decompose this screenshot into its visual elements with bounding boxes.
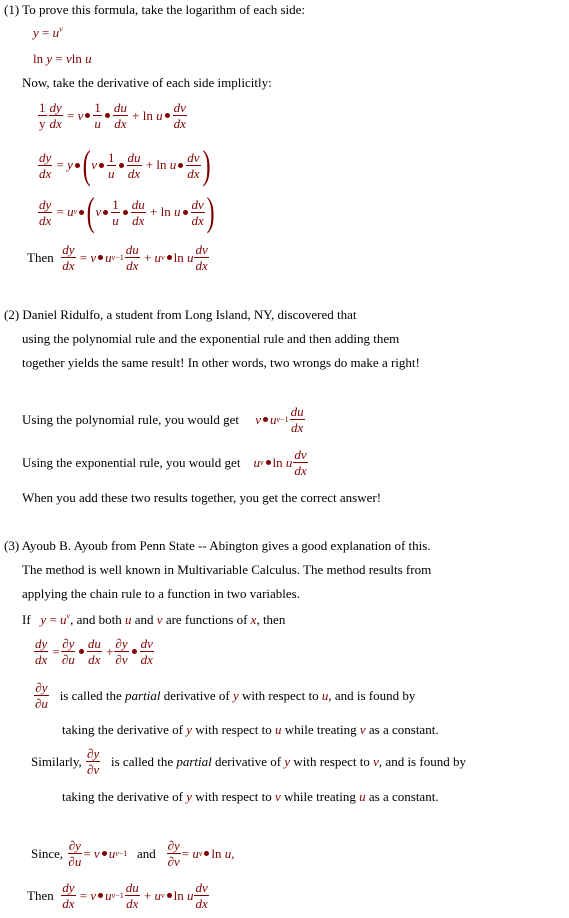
taking-text: taking the derivative of: [62, 722, 183, 737]
sec2-expo-line: Using the exponential rule, you would get u v ln u $\frac{dv}{dx}$: [22, 447, 307, 478]
sec3-line3: applying the chain rule to a function in two variables.: [22, 586, 300, 601]
sec2-poly-text: Using the polynomial rule, you would get: [22, 411, 240, 427]
wrt-text: with respect to: [195, 789, 272, 804]
since-word: Since,: [31, 845, 64, 861]
wrt-text: with respect to: [242, 687, 319, 703]
found-by-text: , and is found by: [328, 687, 416, 703]
treating-text: while treating: [284, 722, 357, 737]
sec2-line2: using the polynomial rule and the exponential rule and then adding them: [22, 331, 400, 346]
sec2-expo-text: Using the exponential rule, you would get: [22, 454, 241, 470]
sec2-sum: When you add these two results together, you get the correct answer!: [22, 490, 382, 505]
sec3-partial-u-line: $\frac{\partial y}{\partial u}$ is called the partial derivative of y with respect to u , and is found by: [35, 680, 416, 711]
then-word: , then: [256, 612, 286, 627]
eq-implicit-derivative: $\frac{1}{y}$ $\frac{dy}{dx}$ = v $\frac{1}{u}$ $\frac{du}{dx}$ + ln u $\frac{dv}{dx}$: [39, 100, 186, 131]
eq-dy-dx-u-v: $\frac{dy}{dx}$ = u v ( v $\frac{1}{u}$ $\frac{du}{dx}$ + ln u $\frac{dv}{dx}$ ): [39, 189, 215, 234]
taking-text: taking the derivative of: [62, 789, 183, 804]
sec2-poly-line: Using the polynomial rule, you would get v u v−1 $\frac{du}{dx}$: [22, 404, 304, 435]
sec3-partial-v-line: Similarly, $\frac{\partial y}{\partial v}$ is called the partial derivative of y with respect to v , and is found by: [31, 746, 466, 777]
eq-then-result-1: Then $\frac{dy}{dx}$ = v u v−1 $\frac{du}{dx}$ + u v ln u $\frac{dv}{dx}$: [27, 242, 208, 273]
sec3-if-line: If $y = u^v$, and both u and v are functions of x, then: [22, 611, 286, 627]
are-functions-text: are functions of: [165, 612, 248, 627]
is-called-the-text: is called the: [111, 753, 174, 769]
sec2-line1: (2) Daniel Ridulfo, a student from Long Island, NY, discovered that: [4, 307, 357, 322]
wrt-text: with respect to: [293, 753, 370, 769]
eq-dy-dx-y: $\frac{dy}{dx}$ = y ( v $\frac{1}{u}$ $\frac{du}{dx}$ + ln u $\frac{dv}{dx}$ ): [39, 142, 211, 187]
derivative-of-text: derivative of: [163, 687, 230, 703]
wrt-text: with respect to: [195, 722, 272, 737]
sec1-deriv-intro: Now, take the derivative of each side implicitly:: [22, 75, 272, 90]
sec2-line3: together yields the same result! In other words, two wrongs do make a right!: [22, 355, 420, 370]
and-word: and: [134, 612, 154, 627]
eq-then-result-2: Then $\frac{dy}{dx}$ = v u v−1 $\frac{du}{dx}$ + u v ln u $\frac{dv}{dx}$: [27, 880, 208, 911]
as-const-text: as a constant.: [368, 722, 439, 737]
sec3-line2: The method is well known in Multivariable Calculus. The method results from: [22, 562, 432, 577]
sec3-since-line: Since, $\frac{\partial y}{\partial u}$ = v u v−1 and $\frac{\partial y}{\partial v}$ = u v ln u ,: [31, 838, 235, 869]
then-label: Then: [27, 887, 54, 903]
then-label: Then: [27, 249, 54, 265]
found-by-text: , and is found by: [378, 753, 466, 769]
eq-y-equals-u-v: $y = u^v$: [33, 24, 63, 40]
treating-text: while treating: [284, 789, 356, 804]
if-tail: , and both: [70, 612, 122, 627]
and-word: and: [137, 845, 156, 861]
sec1-intro: (1) To prove this formula, take the logarithm of each side:: [4, 2, 306, 17]
partial-word: partial: [176, 753, 212, 769]
sec3-line1: (3) Ayoub B. Ayoub from Penn State -- Abington gives a good explanation of this.: [4, 538, 431, 553]
derivative-of-text: derivative of: [215, 753, 282, 769]
eq-chain-rule: $\frac{dy}{dx}$ = $\frac{\partial y}{\partial u}$ $\frac{du}{dx}$ + $\frac{\partial y}{\partial v}$ $\frac{dv}{dx}$: [35, 636, 153, 667]
eq-ln-y: ln y = vln u: [33, 51, 92, 66]
sec3-taking-v-line: taking the derivative of y with respect to v while treating u as a constant.: [62, 789, 439, 804]
as-const-text: as a constant.: [368, 789, 439, 804]
is-called-the-text: is called the: [59, 687, 122, 703]
sec3-taking-u-line: taking the derivative of y with respect to u while treating v as a constant.: [62, 722, 439, 737]
if-word: If: [22, 612, 31, 627]
similarly-word: Similarly,: [31, 753, 82, 769]
partial-word: partial: [125, 687, 161, 703]
